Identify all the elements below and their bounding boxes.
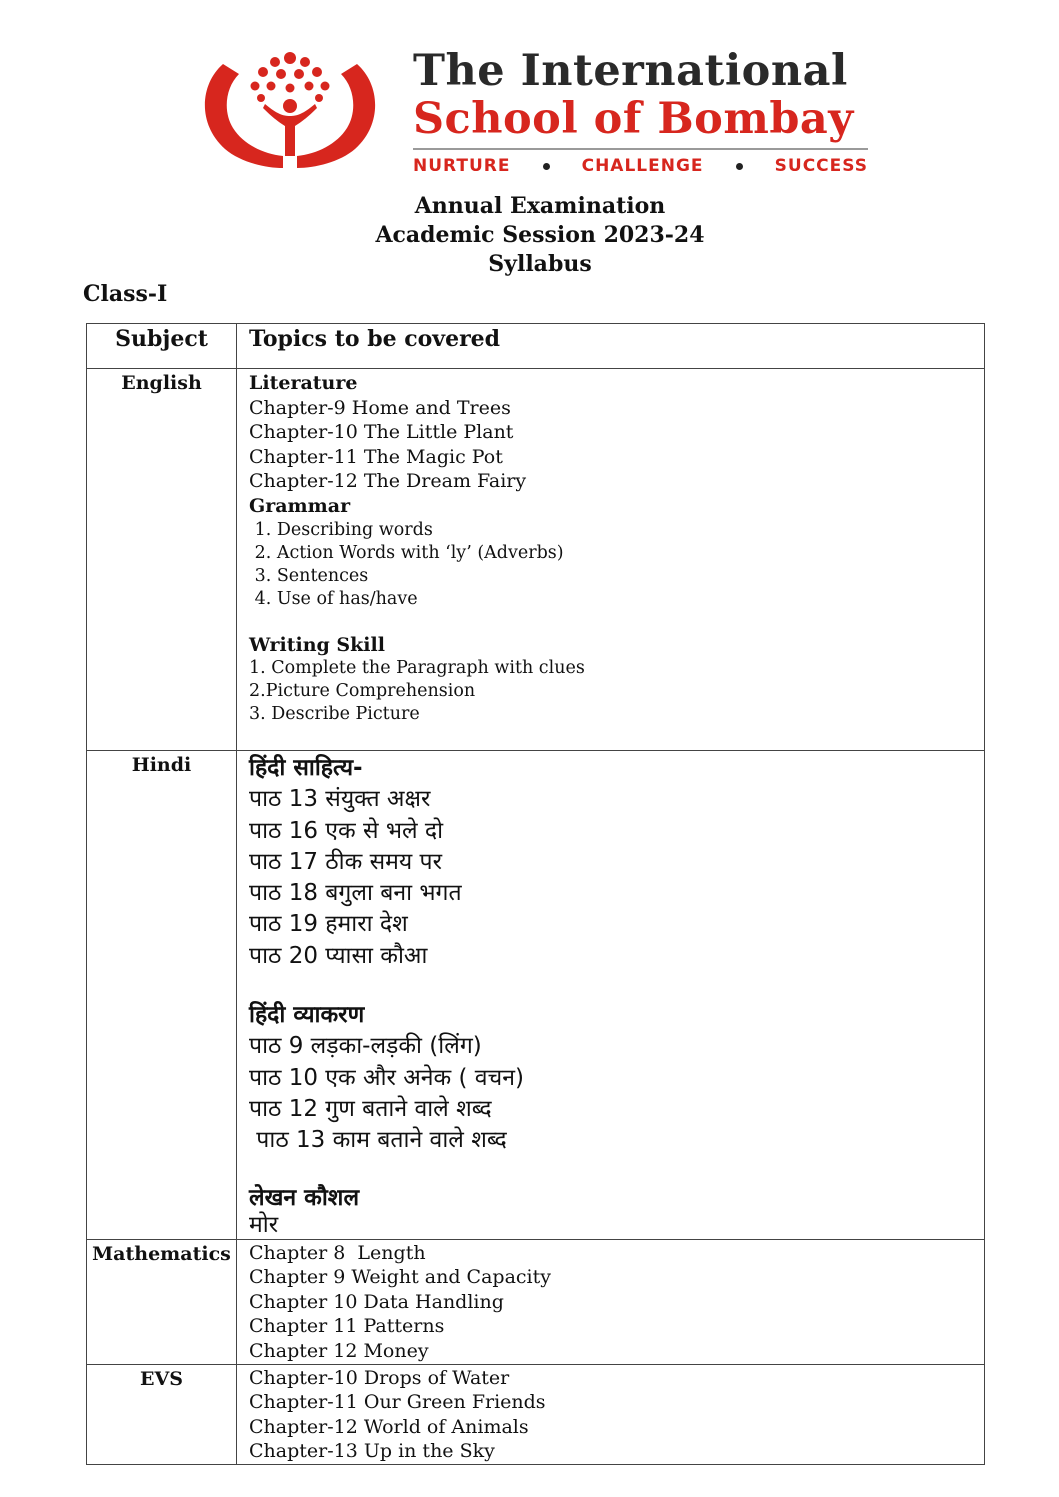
tagline-challenge: CHALLENGE bbox=[581, 156, 704, 176]
table-row bbox=[87, 1239, 985, 1364]
topic-item: 3. Sentences bbox=[249, 565, 369, 586]
subject-hindi: Hindi bbox=[131, 754, 192, 776]
topic-item: पाठ 9 लड़का-लड़की (लिंग) bbox=[249, 1033, 482, 1060]
subject-cell bbox=[87, 1239, 237, 1364]
topic-item: Chapter-12 The Dream Fairy bbox=[249, 470, 527, 493]
topic-item: Chapter-10 Drops of Water bbox=[249, 1366, 510, 1389]
topic-item: 2. Action Words with ‘ly’ (Adverbs) bbox=[249, 542, 564, 563]
topic-item: 1. Describing words bbox=[249, 519, 433, 540]
header-topics: Topics to be covered bbox=[237, 324, 985, 369]
document-title-block bbox=[0, 192, 1059, 279]
table-row bbox=[87, 369, 985, 751]
topic-item: Chapter 11 Patterns bbox=[249, 1315, 445, 1338]
subject-cell bbox=[87, 751, 237, 1240]
topic-item: Chapter-11 The Magic Pot bbox=[249, 445, 503, 468]
section-heading: Grammar bbox=[249, 494, 351, 517]
topic-item: Chapter 8 Length bbox=[249, 1241, 426, 1264]
topic-item: Chapter-10 The Little Plant bbox=[249, 421, 514, 444]
topic-item: 4. Use of has/have bbox=[249, 588, 418, 609]
syllabus-title: Syllabus bbox=[488, 251, 592, 277]
section-heading: Literature bbox=[249, 372, 358, 394]
topic-item: Chapter-9 Home and Trees bbox=[249, 396, 511, 419]
topic-item: पाठ 13 संयुक्त अक्षर bbox=[249, 786, 431, 813]
topic-item: मोर bbox=[249, 1211, 279, 1238]
topic-item: पाठ 20 प्यासा कौआ bbox=[249, 942, 428, 969]
brand-divider bbox=[413, 148, 868, 150]
topic-item: 1. Complete the Paragraph with clues bbox=[249, 658, 585, 679]
school-logo bbox=[195, 44, 875, 184]
topics-cell bbox=[237, 1239, 985, 1364]
school-name-line2: School of Bombay bbox=[413, 94, 854, 144]
topic-item: पाठ 18 बगुला बना भगत bbox=[249, 880, 462, 907]
topic-item: पाठ 19 हमारा देश bbox=[249, 911, 408, 938]
subject-cell bbox=[87, 369, 237, 751]
tagline-success: SUCCESS bbox=[774, 156, 868, 176]
topic-item: Chapter-13 Up in the Sky bbox=[249, 1440, 495, 1463]
syllabus-table bbox=[86, 323, 985, 1465]
topics-cell bbox=[237, 1364, 985, 1464]
session-title: Academic Session 2023-24 bbox=[375, 222, 705, 248]
topic-item: पाठ 13 काम बताने वाले शब्द bbox=[249, 1127, 507, 1154]
topic-item: पाठ 12 गुण बताने वाले शब्द bbox=[249, 1095, 492, 1122]
section-heading: लेखन कौशल bbox=[249, 1184, 360, 1211]
table-header-row bbox=[87, 324, 985, 369]
topic-item: पाठ 16 एक से भले दो bbox=[249, 817, 444, 844]
topic-item: Chapter-12 World of Animals bbox=[249, 1415, 529, 1438]
topic-item: Chapter 12 Money bbox=[249, 1339, 429, 1362]
subject-cell bbox=[87, 1364, 237, 1464]
school-name-line1: The International bbox=[413, 46, 848, 96]
topic-item: Chapter 10 Data Handling bbox=[249, 1290, 504, 1313]
topics-cell bbox=[237, 369, 985, 751]
subject-evs: EVS bbox=[140, 1367, 183, 1390]
subject-english: English bbox=[121, 372, 202, 394]
topic-item: 2.Picture Comprehension bbox=[249, 681, 476, 702]
school-emblem-icon bbox=[195, 44, 385, 174]
section-heading: हिंदी साहित्य- bbox=[249, 755, 363, 781]
topics-cell bbox=[237, 751, 985, 1240]
table-row bbox=[87, 751, 985, 1240]
topic-item: Chapter-11 Our Green Friends bbox=[249, 1391, 546, 1414]
school-tagline bbox=[413, 156, 868, 176]
bullet-icon bbox=[543, 163, 550, 170]
header-subject: Subject bbox=[87, 324, 237, 369]
subject-mathematics: Mathematics bbox=[92, 1242, 231, 1265]
topic-item: पाठ 10 एक और अनेक ( वचन) bbox=[249, 1064, 524, 1091]
tagline-nurture: NURTURE bbox=[413, 156, 511, 176]
table-row bbox=[87, 1364, 985, 1464]
topic-item: पाठ 17 ठीक समय पर bbox=[249, 848, 442, 875]
class-label: Class-I bbox=[83, 281, 168, 307]
topic-item: Chapter 9 Weight and Capacity bbox=[249, 1266, 551, 1289]
section-heading: Writing Skill bbox=[249, 633, 385, 656]
exam-title: Annual Examination bbox=[414, 193, 666, 219]
section-heading: हिंदी व्याकरण bbox=[249, 1002, 365, 1029]
topic-item: 3. Describe Picture bbox=[249, 704, 420, 725]
bullet-icon bbox=[736, 163, 743, 170]
